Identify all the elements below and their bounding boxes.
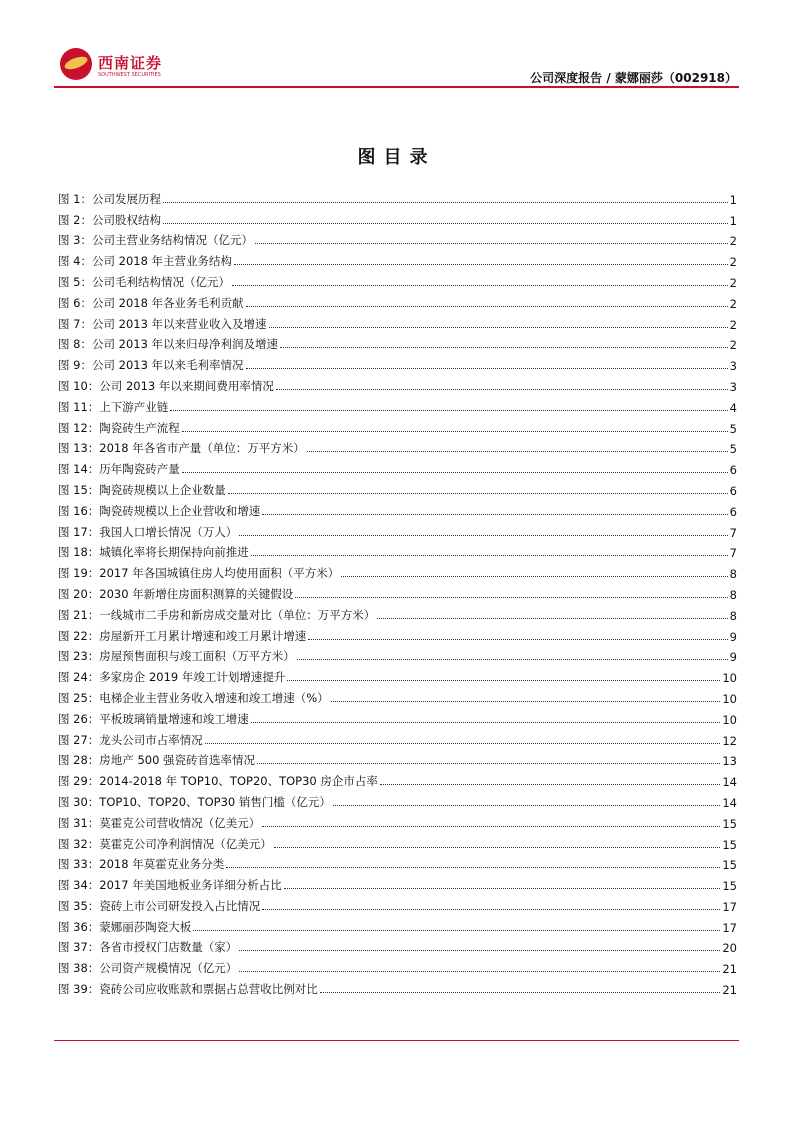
toc-label: 图 37：各省市授权门店数量（家） [58,940,238,955]
toc-entry[interactable] [58,852,737,873]
toc-entry[interactable] [58,831,737,852]
toc-page: 2 [729,234,737,249]
leader-dots [239,535,727,536]
logo-subtext: SOUTHWEST SECURITIES [98,72,161,78]
leader-dots [341,576,727,577]
leader-dots [333,805,720,806]
toc-label: 图 15：陶瓷砖规模以上企业数量 [58,482,226,497]
toc-entry[interactable] [58,935,737,956]
leader-dots [182,431,728,432]
toc-page: 10 [722,712,737,727]
leader-dots [320,992,721,993]
leader-dots [234,264,728,265]
toc-entry[interactable] [58,914,737,935]
toc-entry[interactable] [58,352,737,373]
leader-dots [297,659,728,660]
toc-label: 图 18：城镇化率将长期保持向前推进 [58,545,249,560]
toc-entry[interactable] [58,955,737,976]
toc-label: 图 13：2018 年各省市产量（单位：万平方米） [58,441,305,456]
leader-dots [262,909,720,910]
toc-page: 15 [722,879,737,894]
toc-label: 图 4：公司 2018 年主营业务结构 [58,254,233,269]
leader-dots [246,306,728,307]
toc-page: 2 [729,275,737,290]
leader-dots [251,555,728,556]
leader-dots [257,763,720,764]
toc-label: 图 2：公司股权结构 [58,212,161,227]
toc-entry[interactable] [58,540,737,561]
toc-page: 20 [722,941,737,956]
toc-label: 图 30：TOP10、TOP20、TOP30 销售门槛（亿元） [58,794,331,809]
toc-entry[interactable] [58,768,737,789]
toc-label: 图 5：公司毛利结构情况（亿元） [58,274,230,289]
leader-dots [255,243,728,244]
toc-page: 17 [722,920,737,935]
toc-page: 2 [729,255,737,270]
toc-label: 图 22：房屋新开工月累计增速和竣工月累计增速 [58,628,307,643]
page-title: 图目录 [357,147,436,168]
toc-label: 图 17：我国人口增长情况（万人） [58,524,238,539]
toc-entry[interactable] [58,519,737,540]
leader-dots [377,618,727,619]
toc-entry[interactable] [58,456,737,477]
toc-label: 图 14：历年陶瓷砖产量 [58,462,180,477]
toc-page: 14 [722,795,737,810]
leader-dots [284,888,721,889]
toc-label: 图 16：陶瓷砖规模以上企业营收和增速 [58,503,261,518]
toc-entry[interactable] [58,706,737,727]
leader-dots [239,950,720,951]
toc-label: 图 36：蒙娜丽莎陶瓷大板 [58,919,192,934]
leader-dots [280,347,728,348]
toc-entry[interactable] [58,872,737,893]
toc-label: 图 26：平板玻璃销量增速和竣工增速 [58,711,249,726]
leader-dots [226,867,720,868]
toc-page: 9 [729,650,737,665]
leader-dots [246,368,728,369]
toc-entry[interactable] [58,602,737,623]
toc-entry[interactable] [58,248,737,269]
toc-entry[interactable] [58,644,737,665]
toc-page: 8 [729,608,737,623]
toc-entry[interactable] [58,436,737,457]
toc-label: 图 7：公司 2013 年以来营业收入及增速 [58,316,267,331]
toc-page: 15 [722,858,737,873]
toc-page: 21 [722,983,737,998]
toc-label: 图 35：瓷砖上市公司研发投入占比情况 [58,898,261,913]
toc-entry[interactable] [58,373,737,394]
toc-entry[interactable] [58,623,737,644]
toc-label: 图 25：电梯企业主营业务收入增速和竣工增速（%） [58,690,329,705]
toc-page: 3 [729,379,737,394]
toc-label: 图 32：莫霍克公司净利润情况（亿美元） [58,836,272,851]
toc-entry[interactable] [58,789,737,810]
leader-dots [251,722,721,723]
leader-dots [287,680,720,681]
toc-label: 图 27：龙头公司市占率情况 [58,732,203,747]
toc-entry[interactable] [58,810,737,831]
toc-label: 图 38：公司资产规模情况（亿元） [58,961,238,976]
toc-page: 5 [729,421,737,436]
header-divider [54,86,739,88]
toc-label: 图 8：公司 2013 年以来归母净利润及增速 [58,337,279,352]
leader-dots [262,826,720,827]
toc-label: 图 10：公司 2013 年以来期间费用率情况 [58,378,274,393]
toc-entry[interactable] [58,893,737,914]
toc-page: 1 [729,192,737,207]
toc-label: 图 19：2017 年各国城镇住房人均使用面积（平方米） [58,566,340,581]
leader-dots [262,514,727,515]
toc-entry[interactable] [58,727,737,748]
leader-dots [380,784,720,785]
toc-entry[interactable] [58,207,737,228]
figure-list [58,186,737,997]
leader-dots [163,202,728,203]
leader-dots [308,639,727,640]
footer-divider [54,1040,739,1041]
toc-entry[interactable] [58,186,737,207]
toc-label: 图 12：陶瓷砖生产流程 [58,420,180,435]
toc-label: 图 3：公司主营业务结构情况（亿元） [58,233,253,248]
toc-page: 6 [729,504,737,519]
toc-label: 图 1：公司发展历程 [58,191,161,206]
toc-page: 10 [722,691,737,706]
toc-label: 图 24：多家房企 2019 年竣工计划增速提升 [58,670,286,685]
logo-text: 西南证券 [98,54,163,72]
leader-dots [232,285,728,286]
toc-label: 图 29：2014-2018 年 TOP10、TOP20、TOP30 房企市占率 [58,774,378,789]
leader-dots [182,472,728,473]
toc-page: 21 [722,962,737,977]
report-header: 公司深度报告 / 蒙娜丽莎（002918） [530,71,737,85]
toc-label: 图 6：公司 2018 年各业务毛利贡献 [58,295,244,310]
toc-entry[interactable] [58,664,737,685]
toc-page: 10 [722,671,737,686]
toc-page: 8 [729,587,737,602]
toc-entry[interactable] [58,394,737,415]
leader-dots [307,451,728,452]
toc-page: 17 [722,899,737,914]
toc-label: 图 34：2017 年美国地板业务详细分析占比 [58,878,282,893]
toc-page: 4 [729,400,737,415]
toc-page: 8 [729,567,737,582]
toc-label: 图 20：2030 年新增住房面积测算的关键假设 [58,586,294,601]
leader-dots [170,410,727,411]
toc-label: 图 31：莫霍克公司营收情况（亿美元） [58,815,261,830]
toc-entry[interactable] [58,290,737,311]
toc-label: 图 33：2018 年莫霍克业务分类 [58,857,225,872]
toc-page: 12 [722,733,737,748]
toc-entry[interactable] [58,498,737,519]
leader-dots [274,847,721,848]
toc-page: 15 [722,837,737,852]
toc-label: 图 21：一线城市二手房和新房成交量对比（单位：万平方米） [58,607,376,622]
leader-dots [205,743,721,744]
toc-entry[interactable] [58,477,737,498]
toc-entry[interactable] [58,685,737,706]
leader-dots [295,597,727,598]
toc-page: 7 [729,546,737,561]
toc-label: 图 39：瓷砖公司应收账款和票据占总营收比例对比 [58,982,318,997]
leader-dots [239,971,720,972]
toc-page: 6 [729,463,737,478]
toc-page: 13 [722,754,737,769]
toc-label: 图 28：房地产 500 强瓷砖首选率情况 [58,753,256,768]
leader-dots [163,223,728,224]
toc-page: 3 [729,359,737,374]
leader-dots [331,701,721,702]
toc-page: 2 [729,317,737,332]
toc-page: 1 [729,213,737,228]
toc-page: 9 [729,629,737,644]
leader-dots [228,493,728,494]
leader-dots [276,389,728,390]
toc-label: 图 9：公司 2013 年以来毛利率情况 [58,358,244,373]
toc-page: 6 [729,483,737,498]
toc-entry[interactable] [58,269,737,290]
toc-page: 2 [729,338,737,353]
toc-entry[interactable] [58,332,737,353]
toc-entry[interactable] [58,311,737,332]
leader-dots [269,327,728,328]
toc-entry[interactable] [58,581,737,602]
toc-label: 图 23：房屋预售面积与竣工面积（万平方米） [58,649,295,664]
toc-page: 14 [722,775,737,790]
toc-label: 图 11：上下游产业链 [58,399,169,414]
toc-page: 2 [729,296,737,311]
toc-page: 5 [729,442,737,457]
toc-entry[interactable] [58,228,737,249]
toc-page: 7 [729,525,737,540]
toc-entry[interactable] [58,976,737,997]
toc-entry[interactable] [58,560,737,581]
toc-entry[interactable] [58,415,737,436]
toc-entry[interactable] [58,748,737,769]
leader-dots [193,930,720,931]
toc-page: 15 [722,816,737,831]
logo-icon [60,48,92,80]
